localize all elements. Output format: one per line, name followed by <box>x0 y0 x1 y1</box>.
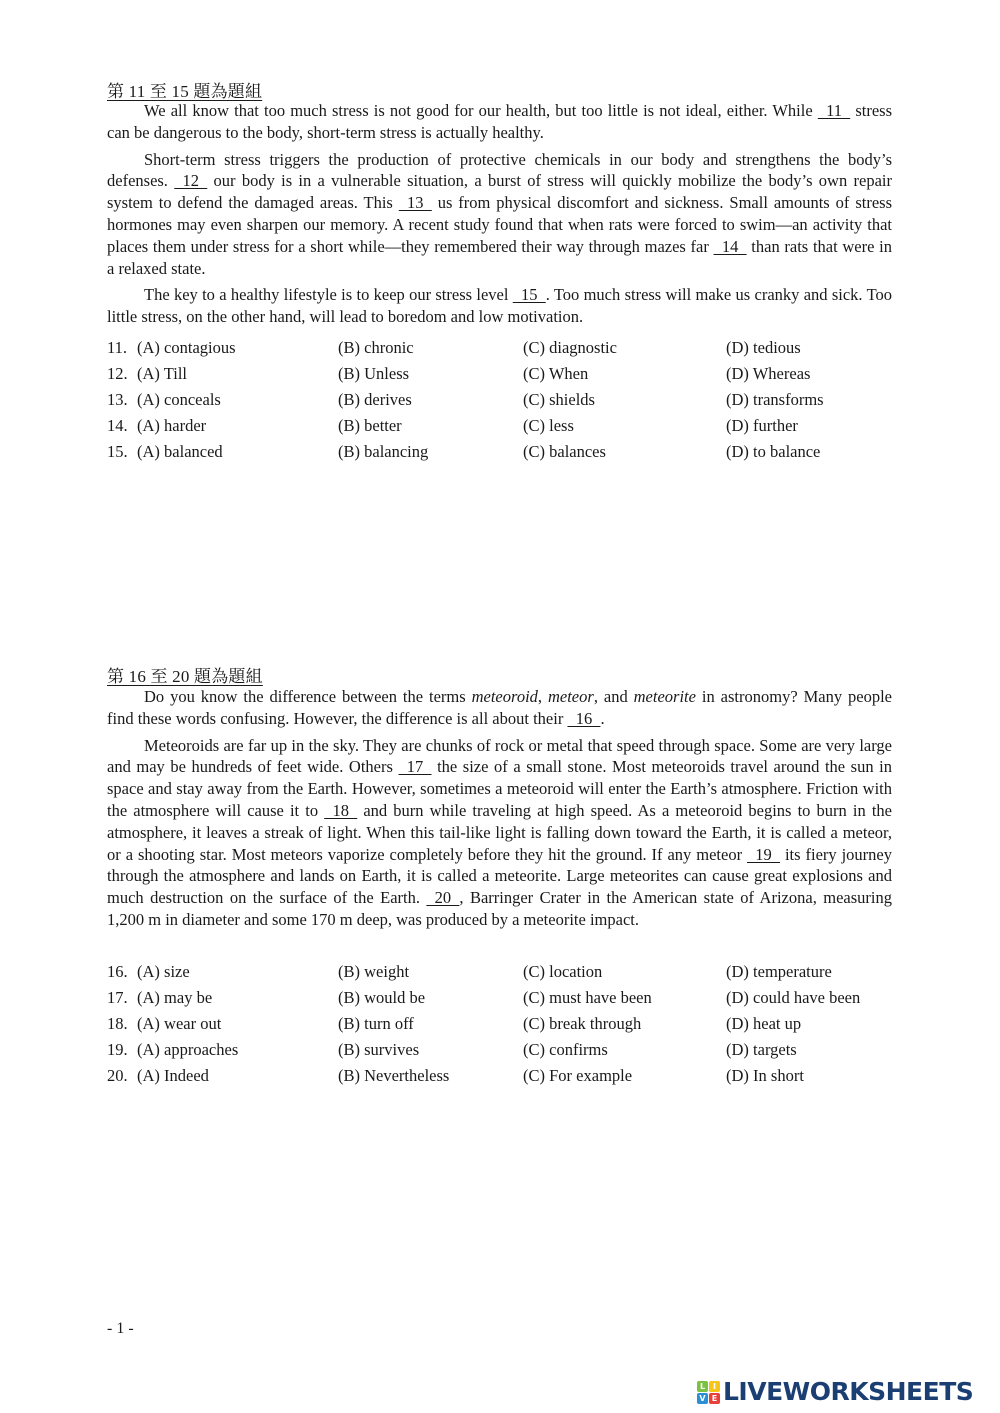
option-c[interactable]: (C) shields <box>523 390 595 409</box>
passage-text: , Barringer Crater in the American state of Arizona, measuring 1,200 m in diameter and some 170 m deep, was produced by a meteorite impact. <box>107 888 892 929</box>
option-b[interactable]: (B) Unless <box>338 364 410 383</box>
logo-letter-l: L <box>697 1381 708 1392</box>
question-number: 19. <box>107 1040 128 1059</box>
question-number: 11. <box>107 338 128 357</box>
option-b[interactable]: (B) would be <box>338 988 426 1007</box>
option-d[interactable]: (D) temperature <box>726 962 832 981</box>
option-c[interactable]: (C) diagnostic <box>523 338 617 357</box>
option-c[interactable]: (C) less <box>523 416 574 435</box>
question-row-17 <box>107 985 907 1011</box>
passage-text: . Too much stress will make us cranky and sick. Too little stress, on the other hand, will lead to boredom and low motivation. <box>107 285 892 327</box>
question-row-15 <box>107 439 907 465</box>
option-a[interactable]: (A) Indeed <box>137 1066 209 1085</box>
question-number: 13. <box>107 390 128 409</box>
passage-text: us from physical discomfort and sickness. Small amounts of stress hormones may even sharpen our memory. A recent study found that when rats were forced to swim—an activity that places them under stress for a short while—they remembered their way through mazes far <box>107 193 892 256</box>
paragraph <box>107 686 892 730</box>
blank-16[interactable]: 16 <box>567 708 601 728</box>
group-title-16-20: 第 16 至 20 題為題組 <box>107 667 263 686</box>
passage-text: in astronomy? Many people find these words confusing. However, the difference is all about their <box>107 687 893 728</box>
blank-17[interactable]: 17 <box>398 757 432 777</box>
passage-text: its fiery journey through the atmosphere and lands on Earth, it is called a meteorite. Large meteorites can cause great explosions and much destruction on the surface of the Earth. <box>107 844 893 908</box>
option-d[interactable]: (D) targets <box>726 1040 797 1059</box>
option-a[interactable]: (A) approaches <box>137 1040 239 1059</box>
option-d[interactable]: (D) to balance <box>726 442 821 461</box>
paragraph <box>107 149 892 280</box>
question-number: 18. <box>107 1014 128 1033</box>
question-row-11 <box>107 335 907 361</box>
option-a[interactable]: (A) contagious <box>137 338 236 357</box>
option-b[interactable]: (B) survives <box>338 1040 420 1059</box>
passage-meteors <box>107 686 892 936</box>
question-row-13 <box>107 387 907 413</box>
option-a[interactable]: (A) wear out <box>137 1014 222 1033</box>
option-b[interactable]: (B) Nevertheless <box>338 1066 450 1085</box>
option-b[interactable]: (B) derives <box>338 390 412 409</box>
passage-text: Short-term stress triggers the production of protective chemicals in our body and strengthens the body’s defenses. <box>107 149 892 191</box>
passage-text: and burn while traveling at high speed. As a meteoroid begins to burn in the atmosphere, it leaves a streak of light. When this tail-like light is falling down toward the Earth, it is called a meteor, or a shooting star. Most meteors vaporize completely before they hit the ground. If any meteor <box>107 800 892 864</box>
passage-text: the size of a small stone. Most meteoroids travel around the sun in space and stay away from the Earth. However, sometimes a meteoroid will enter the Earth’s atmosphere. Friction with the atmosphere will cause it to <box>107 757 892 820</box>
italic-term: meteoroid <box>471 687 538 706</box>
blank-20[interactable]: 20 <box>426 888 460 908</box>
option-c[interactable]: (C) must have been <box>523 988 652 1007</box>
question-row-19 <box>107 1037 907 1063</box>
paragraph <box>107 735 892 931</box>
option-a[interactable]: (A) size <box>137 962 190 981</box>
options-11-15 <box>107 335 907 465</box>
option-c[interactable]: (C) balances <box>523 442 606 461</box>
passage-text: Meteoroids are far up in the sky. They are chunks of rock or metal that speed through space. Some are very large and may be hundreds of feet wide. Others <box>107 735 892 777</box>
option-b[interactable]: (B) weight <box>338 962 410 981</box>
page-number: - 1 - <box>107 1320 134 1337</box>
passage-stress <box>107 100 892 333</box>
question-row-14 <box>107 413 907 439</box>
passage-text: stress can be dangerous to the body, short-term stress is actually healthy. <box>107 101 892 142</box>
group-title-11-15: 第 11 至 15 題為題組 <box>107 82 263 101</box>
option-d[interactable]: (D) transforms <box>726 390 824 409</box>
brand-name: LIVEWORKSHEETS <box>723 1377 974 1406</box>
logo-letter-e: E <box>709 1393 720 1404</box>
option-b[interactable]: (B) better <box>338 416 402 435</box>
paragraph <box>107 284 892 328</box>
option-a[interactable]: (A) harder <box>137 416 207 435</box>
italic-term: meteorite <box>633 687 696 706</box>
passage-text: than rats that were in a relaxed state. <box>107 236 892 278</box>
option-a[interactable]: (A) balanced <box>137 442 223 461</box>
blank-18[interactable]: 18 <box>324 800 358 820</box>
option-c[interactable]: (C) break through <box>523 1014 642 1033</box>
paragraph <box>107 100 892 144</box>
option-a[interactable]: (A) Till <box>137 364 187 383</box>
passage-text: . <box>600 708 605 728</box>
liveworksheets-logo-icon <box>697 1381 720 1404</box>
blank-13[interactable]: 13 <box>398 193 432 213</box>
question-row-12 <box>107 361 907 387</box>
passage-text: Do you know the difference between the terms <box>144 687 472 706</box>
option-c[interactable]: (C) confirms <box>523 1040 608 1059</box>
option-d[interactable]: (D) heat up <box>726 1014 802 1033</box>
options-16-20 <box>107 959 907 1089</box>
option-c[interactable]: (C) When <box>523 364 589 383</box>
option-d[interactable]: (D) In short <box>726 1066 804 1085</box>
passage-text: , <box>537 687 548 706</box>
option-a[interactable]: (A) may be <box>137 988 213 1007</box>
blank-15[interactable]: 15 <box>512 285 546 305</box>
passage-text: We all know that too much stress is not good for our health, but too little is not ideal, either. While <box>144 101 818 120</box>
option-d[interactable]: (D) could have been <box>726 988 861 1007</box>
italic-term: meteor <box>547 687 594 706</box>
passage-text: , and <box>593 687 634 706</box>
question-number: 17. <box>107 988 128 1007</box>
question-row-20 <box>107 1063 907 1089</box>
blank-14[interactable]: 14 <box>713 236 747 256</box>
question-number: 16. <box>107 962 128 981</box>
logo-letter-v: V <box>697 1393 708 1404</box>
question-number: 14. <box>107 416 128 435</box>
blank-12[interactable]: 12 <box>174 171 208 191</box>
option-b[interactable]: (B) balancing <box>338 442 429 461</box>
blank-11[interactable]: 11 <box>817 101 851 120</box>
question-number: 20. <box>107 1066 128 1085</box>
option-d[interactable]: (D) tedious <box>726 338 801 357</box>
question-number: 15. <box>107 442 128 461</box>
logo-letter-i: I <box>709 1381 720 1392</box>
passage-text: our body is in a vulnerable situation, a burst of stress will quickly mobilize the body’s own repair system to defend the damaged areas. This <box>107 171 892 213</box>
option-d[interactable]: (D) further <box>726 416 798 435</box>
liveworksheets-brand <box>697 1378 973 1406</box>
option-d[interactable]: (D) Whereas <box>726 364 811 383</box>
option-a[interactable]: (A) conceals <box>137 390 221 409</box>
passage-text: The key to a healthy lifestyle is to keep our stress level <box>144 285 513 305</box>
option-c[interactable]: (C) For example <box>523 1066 633 1085</box>
question-number: 12. <box>107 364 128 383</box>
option-b[interactable]: (B) chronic <box>338 338 414 357</box>
option-c[interactable]: (C) location <box>523 962 603 981</box>
question-row-18 <box>107 1011 907 1037</box>
option-b[interactable]: (B) turn off <box>338 1014 414 1033</box>
question-row-16 <box>107 959 907 985</box>
blank-19[interactable]: 19 <box>747 844 781 864</box>
